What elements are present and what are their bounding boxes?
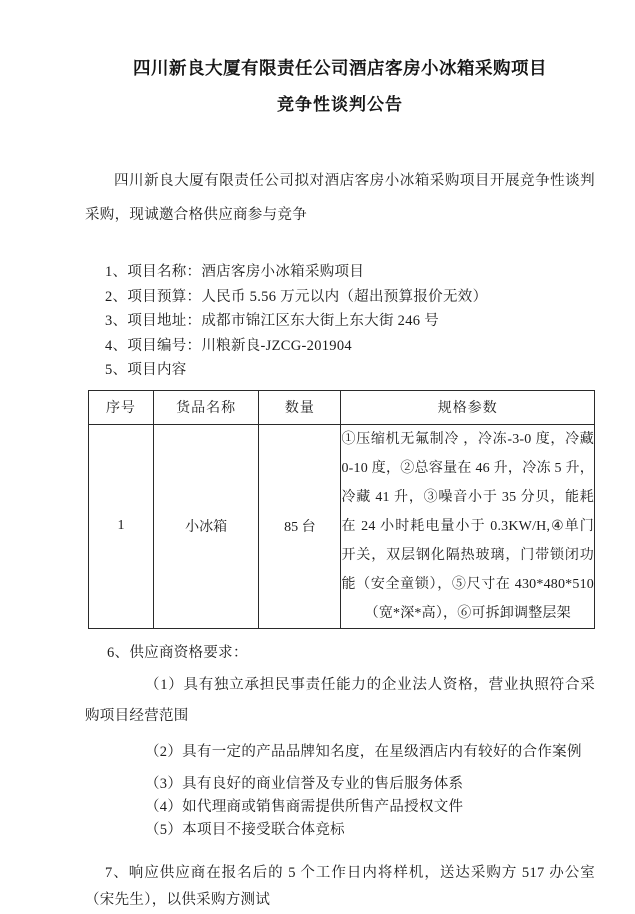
project-info-list (85, 260, 595, 383)
qualification-item-5: （5）本项目不接受联合体竞标 (145, 821, 345, 838)
table-cell-index: 1 (89, 424, 154, 628)
table-header-row (89, 390, 595, 424)
list-item-project-content: 5、项目内容 (105, 362, 187, 378)
qualification-item-1: （1）具有独立承担民事责任能力的企业法人资格，营业执照符合采购项目经营范围 (85, 676, 595, 724)
table-row (89, 424, 595, 628)
table-header-quantity: 数量 (259, 390, 341, 424)
list-item-project-number: 4、项目编号：川粮新良-JZCG-201904 (105, 337, 352, 354)
qualification-item-3: （3）具有良好的商业信誉及专业的售后服务体系 (145, 775, 464, 792)
qualification-item-4: （4）如代理商或销售商需提供所售产品授权文件 (145, 798, 464, 815)
qualification-item-2: （2）具有一定的产品品牌知名度，在星级酒店内有较好的合作案例 (145, 743, 582, 760)
table-cell-quantity: 85 台 (259, 424, 341, 628)
sample-delivery-paragraph: 7、响应供应商在报名后的 5 个工作日内将样机，送达采购方 517 办公室（宋先生），以供采购方测试 (85, 864, 595, 908)
table-header-index: 序号 (89, 390, 154, 424)
supplier-qualification-section (85, 641, 595, 842)
list-item-project-address: 3、项目地址：成都市锦江区东大街上东大街 246 号 (105, 313, 440, 329)
table-header-specs: 规格参数 (341, 390, 595, 424)
section6-heading: 6、供应商资格要求： (107, 644, 248, 661)
list-item-project-budget: 2、项目预算：人民币 5.56 万元以内（超出预算报价无效） (105, 288, 488, 305)
list-item-project-name: 1、项目名称：酒店客房小冰箱采购项目 (105, 264, 365, 280)
table-cell-specs: ①压缩机无氟制冷 ，冷冻-3-0 度，冷藏 0-10 度，②总容量在 46 升，冷冻 5 升，冷藏 41 升，③噪音小于 35 分贝，能耗在 24 小时耗电量小于 0.3KW/H,④单门开关，双层钢化隔热玻璃，门带锁闭功能（安全童锁），⑤尺寸在 430*480*510（宽*深*高），⑥可拆卸调整层架 (341, 424, 595, 628)
document-title-line2: 竞争性谈判公告 (277, 95, 403, 114)
procurement-items-table (88, 390, 595, 629)
table-header-name: 货品名称 (153, 390, 258, 424)
document-title-line1: 四川新良大厦有限责任公司酒店客房小冰箱采购项目 (133, 58, 547, 78)
table-cell-name: 小冰箱 (153, 424, 258, 628)
document-title (85, 56, 595, 117)
intro-paragraph: 四川新良大厦有限责任公司拟对酒店客房小冰箱采购项目开展竞争性谈判采购，现诚邀合格供应商参与竞争 (85, 173, 595, 223)
